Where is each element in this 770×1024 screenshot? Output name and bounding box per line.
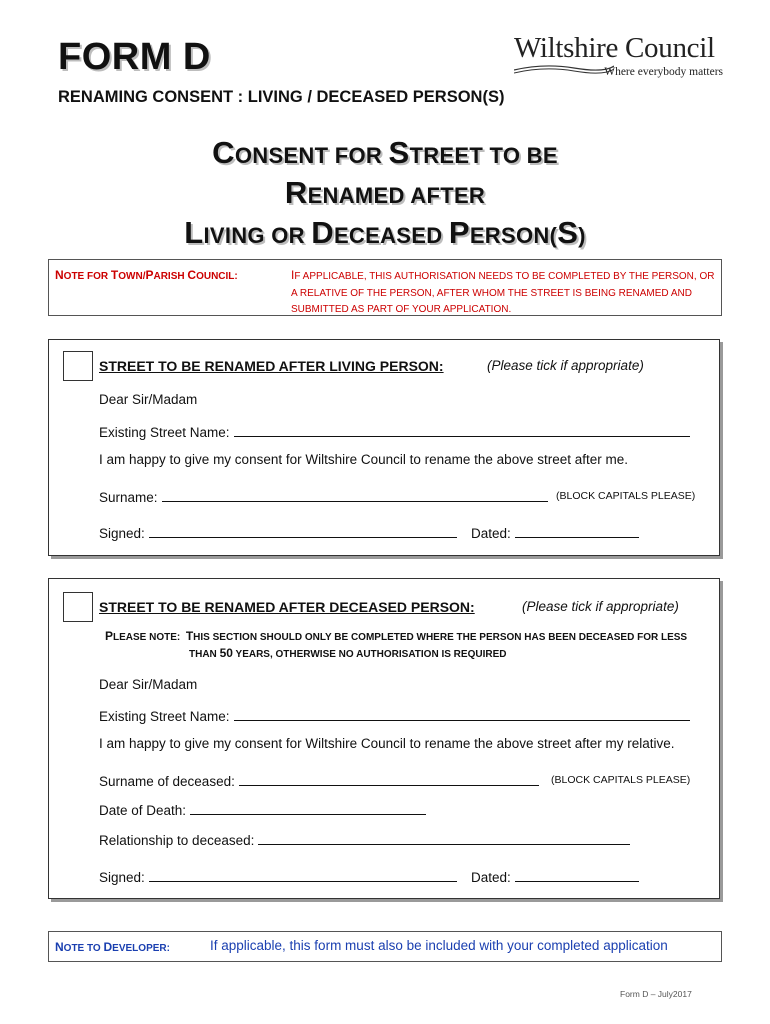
- deceased-person-section: [48, 578, 720, 899]
- relationship-field[interactable]: [258, 830, 630, 845]
- living-existing-street-row: Existing Street Name:: [99, 422, 690, 440]
- form-subtitle: RENAMING CONSENT : LIVING / DECEASED PERSON(S): [58, 88, 505, 106]
- logo-tagline: Where everybody matters: [604, 66, 723, 78]
- developer-note-box: [48, 931, 722, 962]
- date-of-death-field[interactable]: [190, 800, 426, 815]
- deceased-dated-field[interactable]: [515, 867, 639, 882]
- living-signed-row: Signed:: [99, 523, 457, 541]
- council-logo: [508, 32, 723, 82]
- date-of-death-row: Date of Death:: [99, 800, 426, 818]
- living-surname-field[interactable]: [162, 487, 548, 502]
- form-title: FORM D: [58, 36, 211, 78]
- deceased-dated-row: Dated:: [471, 867, 639, 885]
- living-section-title: STREET TO BE RENAMED AFTER LIVING PERSON:: [99, 358, 444, 374]
- deceased-section-hint: (Please tick if appropriate): [522, 599, 679, 614]
- council-note-box: [48, 259, 722, 316]
- living-section-hint: (Please tick if appropriate): [487, 358, 644, 373]
- logo-swoosh-icon: [514, 62, 614, 76]
- main-heading: CONSENT FOR STREET TO BE RENAMED AFTER LIVING OR DECEASED PERSON(S): [184, 135, 586, 250]
- deceased-existing-street-row: Existing Street Name:: [99, 706, 690, 724]
- living-person-checkbox[interactable]: [63, 351, 93, 381]
- living-signed-field[interactable]: [149, 523, 457, 538]
- council-note-text: IF APPLICABLE, THIS AUTHORISATION NEEDS TO BE COMPLETED BY THE PERSON, OR A RELATIVE OF THE PERSON, AFTER WHOM THE STREET IS BEING RENAMED AND SUBMITTED AS PART OF YOUR APPLICATION.: [291, 268, 715, 315]
- deceased-signed-field[interactable]: [149, 867, 457, 882]
- deceased-signed-row: Signed:: [99, 867, 457, 885]
- living-dated-field[interactable]: [515, 523, 639, 538]
- developer-note-label: NOTE TO DEVELOPER:: [55, 940, 170, 954]
- living-person-section: [48, 339, 720, 556]
- relationship-row: Relationship to deceased:: [99, 830, 630, 848]
- living-dated-row: Dated:: [471, 523, 639, 541]
- deceased-greeting: Dear Sir/Madam: [99, 677, 198, 692]
- deceased-consent-text: I am happy to give my consent for Wiltshire Council to rename the above street after my relative.: [99, 736, 675, 751]
- logo-name: Wiltshire Council: [514, 32, 715, 64]
- living-surname-row: Surname:: [99, 487, 548, 505]
- living-block-capitals: (BLOCK CAPITALS PLEASE): [556, 490, 696, 502]
- council-note-label: NOTE FOR TOWN/PARISH COUNCIL:: [55, 268, 238, 282]
- living-existing-street-field[interactable]: [234, 422, 690, 437]
- deceased-person-checkbox[interactable]: [63, 592, 93, 622]
- living-consent-text: I am happy to give my consent for Wiltshire Council to rename the above street after me.: [99, 452, 628, 467]
- page-footer: Form D – July2017: [620, 989, 692, 999]
- living-greeting: Dear Sir/Madam: [99, 392, 198, 407]
- deceased-existing-street-field[interactable]: [234, 706, 690, 721]
- developer-note-text: If applicable, this form must also be included with your completed application: [210, 938, 668, 953]
- deceased-please-note: PLEASE NOTE: THIS SECTION SHOULD ONLY BE COMPLETED WHERE THE PERSON HAS BEEN DECEASED FOR LESS THAN 50 YEARS, OTHERWISE NO AUTHORISATION IS REQUIRED: [105, 629, 688, 660]
- deceased-surname-field[interactable]: [239, 771, 539, 786]
- deceased-section-title: STREET TO BE RENAMED AFTER DECEASED PERSON:: [99, 599, 475, 615]
- deceased-surname-row: Surname of deceased:: [99, 771, 539, 789]
- deceased-block-capitals: (BLOCK CAPITALS PLEASE): [551, 774, 691, 786]
